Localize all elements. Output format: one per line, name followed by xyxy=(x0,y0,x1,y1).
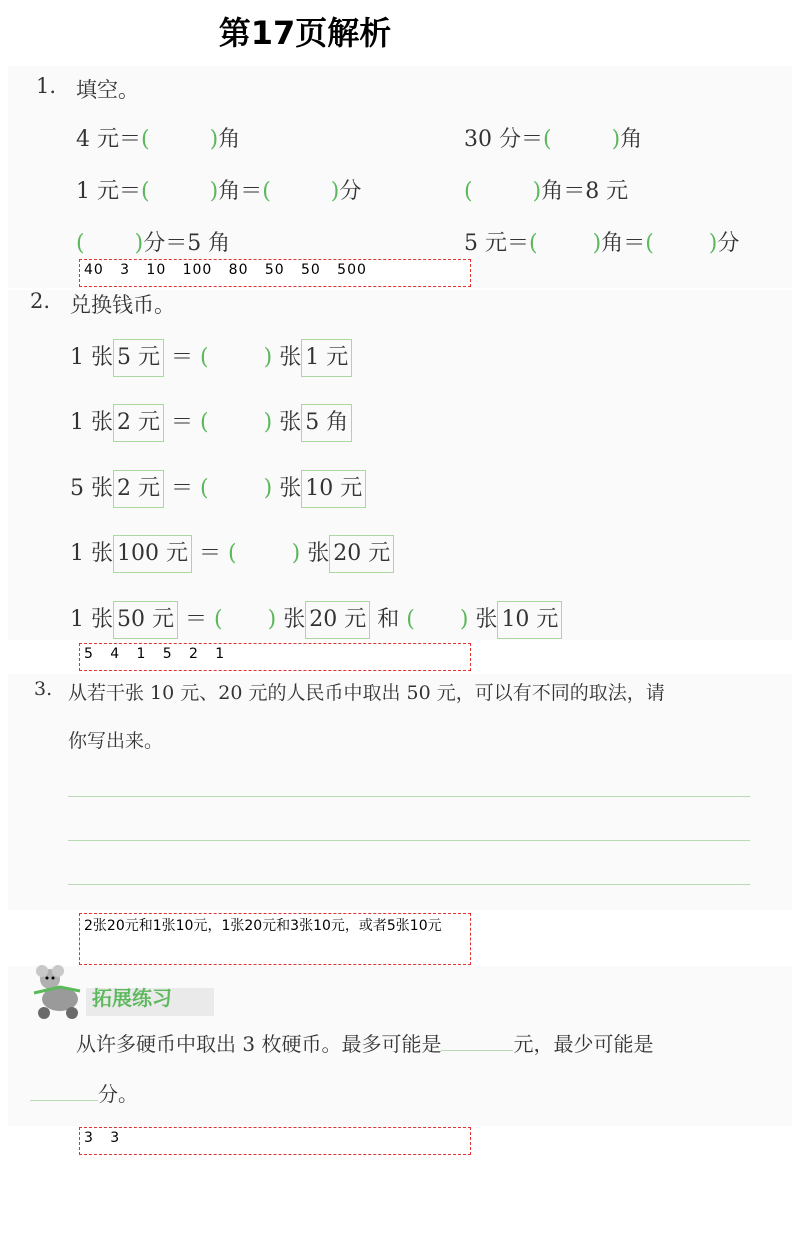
q3-number: 3. xyxy=(34,678,53,700)
q2-title: 兑换钱币。 xyxy=(70,293,175,317)
q3-answer-line xyxy=(68,796,750,797)
q1-title: 填空。 xyxy=(76,78,139,102)
q1-number: 1. xyxy=(36,74,57,98)
ext-title: 拓展练习 xyxy=(92,986,172,1010)
ext-line1: 从许多硬币中取出 3 枚硬币。最多可能是 元，最少可能是 xyxy=(76,1028,653,1057)
q1-answer-box: 40 3 10 100 80 50 50 500 xyxy=(79,259,471,287)
q3-answer-box: 2张20元和1张10元，1张20元和3张10元，或者5张10元 xyxy=(79,913,471,965)
q3-line2: 你写出来。 xyxy=(68,730,164,752)
q3-line1: 从若干张 10 元、20 元的人民币中取出 50 元，可以有不同的取法，请 xyxy=(68,682,665,704)
q2-row: 5 张 2 元 ＝ ( ) 张 10 元 xyxy=(70,470,366,508)
q2-row: 1 张 5 元 ＝ ( ) 张 1 元 xyxy=(70,339,352,377)
q1-row2-right: ( )角＝8 元 xyxy=(464,179,629,204)
q3-answer-line xyxy=(68,840,750,841)
q1-row1-right: 30 分＝( )角 xyxy=(464,127,643,152)
q1-row1-left: 4 元＝( )角 xyxy=(76,127,241,152)
q2-answer-box: 5 4 1 5 2 1 xyxy=(79,643,471,671)
ext-line2: 分。 xyxy=(30,1078,138,1107)
q3-answer-line xyxy=(68,884,750,885)
ext-answer-box: 3 3 xyxy=(79,1127,471,1155)
q1-row3-left: ( )分＝5 角 xyxy=(76,231,231,256)
mouse-mascot-icon xyxy=(30,963,86,1021)
q2-row: 1 张 100 元 ＝ ( ) 张 20 元 xyxy=(70,535,394,573)
q1-row3-right: 5 元＝( )角＝( )分 xyxy=(464,231,740,256)
q2-row: 1 张 2 元 ＝ ( ) 张 5 角 xyxy=(70,404,352,442)
page-title: 第17页解析 xyxy=(218,14,392,52)
q3-panel xyxy=(8,674,792,910)
q2-number: 2. xyxy=(30,289,51,313)
q2-row5: 1 张 50 元 ＝ ( ) 张 20 元 和 ( ) 张 10 元 xyxy=(70,601,562,639)
q1-row2-left: 1 元＝( )角＝( )分 xyxy=(76,179,362,204)
